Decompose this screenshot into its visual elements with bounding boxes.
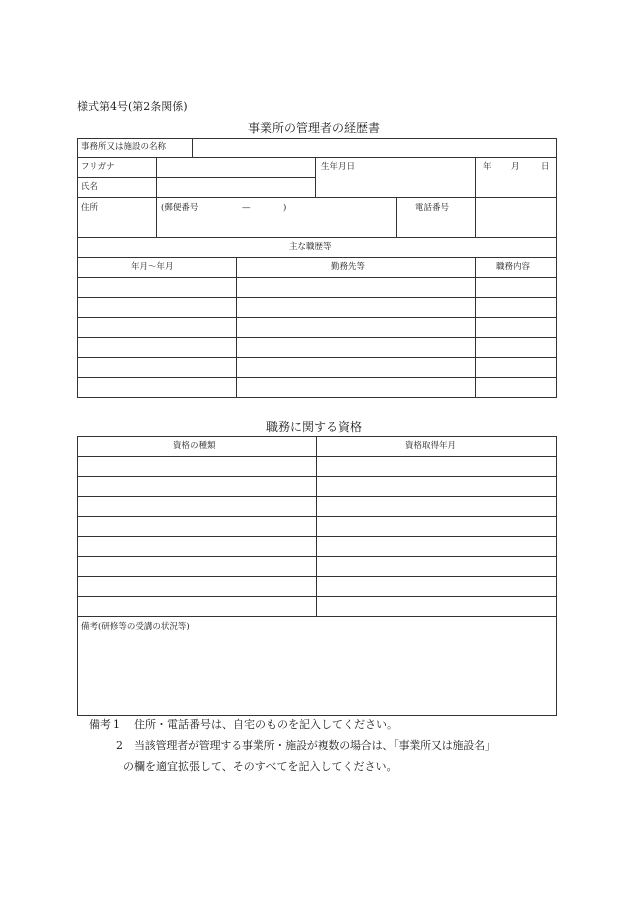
name-label: 氏名: [81, 182, 99, 192]
facility-name-field[interactable]: [193, 139, 556, 157]
phone-field[interactable]: [476, 198, 556, 237]
furigana-field[interactable]: [157, 158, 315, 177]
qualification-date-header: 資格取得年月: [405, 441, 457, 451]
postal-code-label: (郵便番号: [161, 203, 199, 213]
note-2-text-line1: 当該管理者が管理する事業所・施設が複数の場合は、「事業所又は施設名」: [134, 739, 496, 752]
notes-heading: 備考: [89, 718, 111, 731]
birthdate-field[interactable]: [476, 158, 556, 197]
name-field[interactable]: [157, 178, 315, 197]
birthdate-month-unit: 月: [511, 162, 520, 172]
qualifications-title: 職務に関する資格: [266, 420, 363, 434]
note-2-number: 2: [116, 739, 123, 752]
postal-code-close: ): [283, 203, 287, 213]
remarks-label: 備考(研修等の受講の状況等): [81, 622, 190, 632]
note-1-number: 1: [113, 718, 120, 731]
address-field[interactable]: [157, 198, 396, 237]
birthdate-day-unit: 日: [541, 162, 550, 172]
note-1-text: 住所・電話番号は、自宅のものを記入してください。: [134, 718, 398, 731]
duties-column-header: 職務内容: [496, 262, 531, 272]
document-title: 事業所の管理者の経歴書: [248, 121, 381, 135]
career-header: 主な職歴等: [289, 242, 332, 252]
postal-code-dash: —: [242, 203, 251, 213]
remarks-field[interactable]: [78, 634, 556, 715]
workplace-column-header: 勤務先等: [331, 262, 366, 272]
qualification-type-header: 資格の種類: [173, 441, 216, 451]
phone-label: 電話番号: [415, 203, 450, 213]
address-label: 住所: [81, 203, 99, 213]
period-column-header: 年月～年月: [131, 262, 174, 272]
facility-name-label: 事務所又は施設の名称: [81, 142, 167, 152]
career-rows[interactable]: [78, 278, 556, 397]
birthdate-year-unit: 年: [483, 162, 492, 172]
furigana-label: フリガナ: [81, 162, 115, 172]
form-number: 様式第4号(第2条関係): [77, 100, 188, 113]
note-2-text-line2: の欄を適宜拡張して、そのすべてを記入してください。: [123, 760, 398, 773]
qualification-rows[interactable]: [78, 457, 556, 616]
birthdate-label: 生年月日: [321, 162, 356, 172]
